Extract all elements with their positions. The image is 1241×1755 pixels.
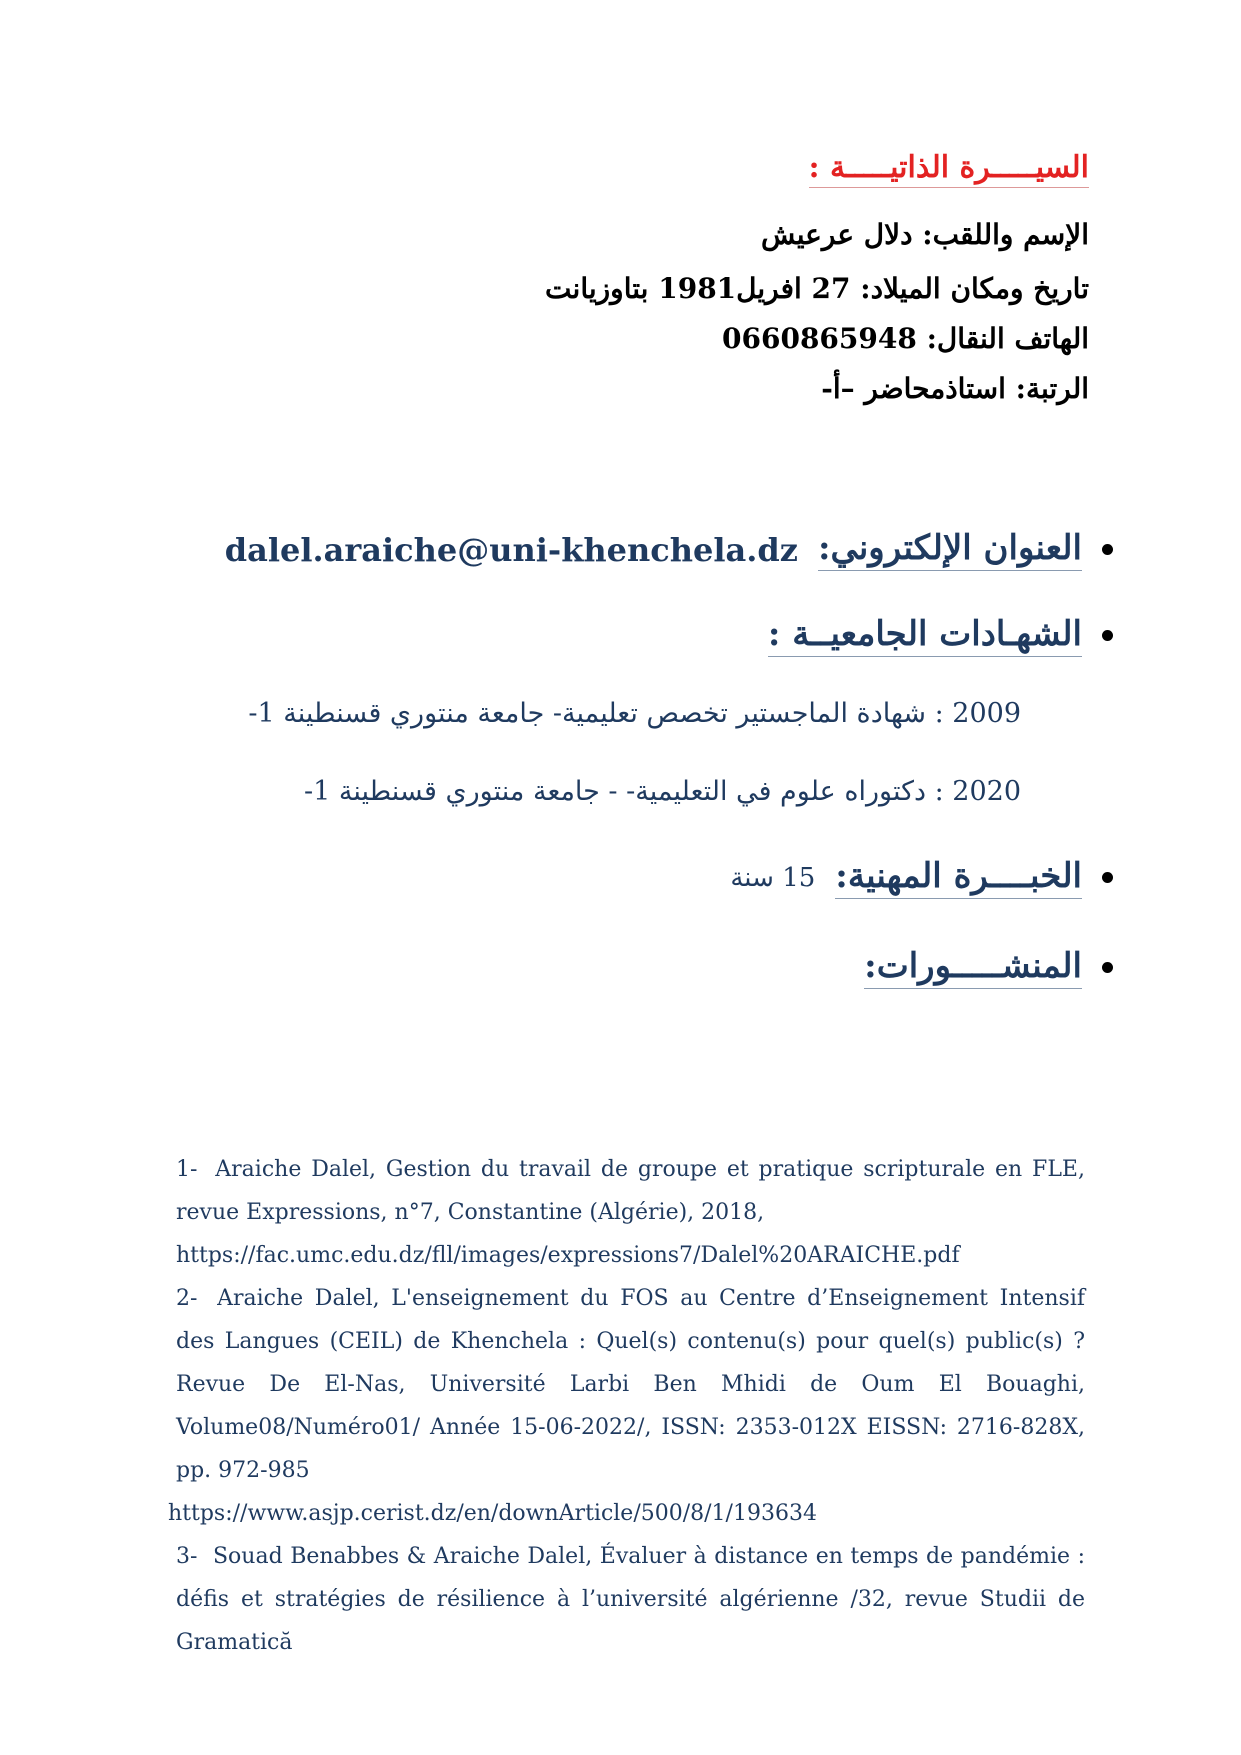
publications-list xyxy=(168,1148,1086,1664)
experience-row xyxy=(730,856,1113,899)
publication-item xyxy=(176,1277,1085,1492)
name-line: الإسم واللقب: دلال عرعيش xyxy=(761,218,1089,251)
bullet-icon xyxy=(1102,872,1113,883)
degrees-heading: الشهـادات الجامعيــة : xyxy=(768,614,1082,657)
degree-item: 2009 : شهادة الماجستير تخصص تعليمية- جامعة منتوري قسنطينة 1- xyxy=(248,698,1021,729)
publication-number: 1- xyxy=(176,1157,198,1182)
publication-url[interactable]: https://www.asjp.cerist.dz/en/downArticle/500/8/1/193634 xyxy=(168,1501,817,1526)
phone-line: الهاتف النقال: 0660865948 xyxy=(722,322,1089,355)
degree-item: 2020 : دكتوراه علوم في التعليمية- - جامعة منتوري قسنطينة 1- xyxy=(303,776,1021,807)
publications-heading-row xyxy=(864,946,1113,989)
birth-line: تاريخ ومكان الميلاد: 27 افريل1981 بتاوزيانت xyxy=(545,272,1089,305)
publication-number: 2- xyxy=(176,1286,198,1311)
publication-item xyxy=(176,1148,1085,1234)
email-value[interactable]: dalel.araiche@uni-khenchela.dz xyxy=(224,530,798,569)
rank-line: الرتبة: استاذمحاضر –أ- xyxy=(821,372,1089,405)
email-row xyxy=(225,528,1113,571)
publication-text: Araiche Dalel, L'enseignement du FOS au Centre d’Enseignement Intensif des Langues (CEIL) de Khenchela : Quel(s) contenu(s) pour quel(s) public(s) ? Revue De El-Nas, Université Larbi Ben Mhidi de Oum El Bouaghi, Volume08/Numéro01/ Année 15-06-2022/, ISSN: 2353-012X EISSN: 2716-828X, pp. 972-985 xyxy=(176,1286,1085,1483)
publication-number: 3- xyxy=(176,1544,198,1569)
degrees-heading-row xyxy=(768,614,1113,657)
publication-text: Araiche Dalel, Gestion du travail de groupe et pratique scripturale en FLE, revue Expressions, n°7, Constantine (Algérie), 2018, xyxy=(176,1157,1085,1225)
publication-url[interactable]: https://fac.umc.edu.dz/fll/images/expressions7/Dalel%20ARAICHE.pdf xyxy=(176,1243,960,1268)
bullet-icon xyxy=(1102,962,1113,973)
bullet-icon xyxy=(1102,630,1113,641)
bullet-icon xyxy=(1102,544,1113,555)
experience-heading: الخبــــرة المهنية: xyxy=(835,856,1082,899)
publications-heading: المنشـــــورات: xyxy=(864,946,1082,989)
publication-text: Souad Benabbes & Araiche Dalel, Évaluer à distance en temps de pandémie : défis et stratégies de résilience à l’université algérienne /32, revue Studii de Gramatică xyxy=(176,1544,1086,1655)
cv-title: السيـــــرة الذاتيـــــة : xyxy=(809,150,1089,188)
publication-item xyxy=(176,1535,1085,1664)
email-label: العنوان الإلكتروني: xyxy=(818,528,1082,571)
experience-value: 15 سنة xyxy=(730,862,816,893)
